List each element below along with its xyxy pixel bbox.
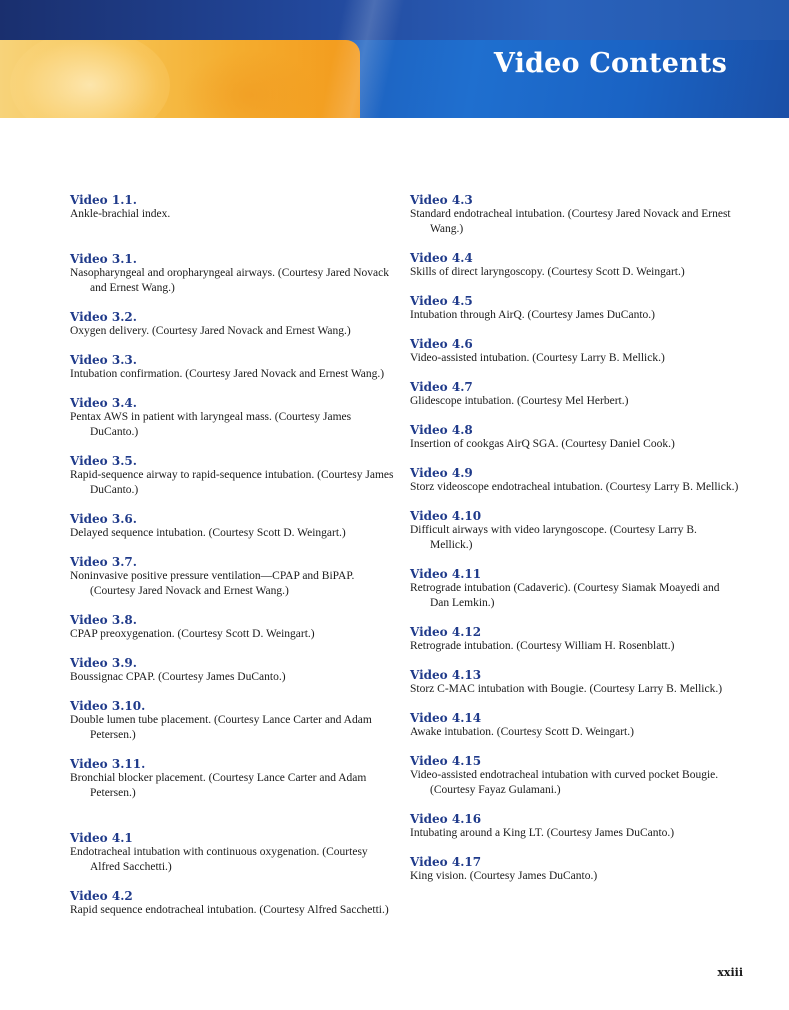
- video-description: Oxygen delivery. (Courtesy Jared Novack and Ernest Wang.): [70, 325, 351, 337]
- video-entry[interactable]: [410, 251, 740, 280]
- video-entry[interactable]: [410, 812, 740, 841]
- video-entry[interactable]: [410, 466, 740, 495]
- video-entry[interactable]: [410, 711, 740, 740]
- video-description: Awake intubation. (Courtesy Scott D. Weingart.): [410, 726, 634, 738]
- video-description: Intubating around a King LT. (Courtesy James DuCanto.): [410, 827, 675, 839]
- video-number: Video 3.4.: [70, 396, 137, 410]
- video-entry[interactable]: [70, 757, 395, 801]
- video-entry[interactable]: [410, 668, 740, 697]
- video-number: Video 4.9: [410, 466, 473, 480]
- video-entry[interactable]: [410, 423, 740, 452]
- video-entry[interactable]: [410, 193, 740, 237]
- video-entry[interactable]: [70, 396, 395, 440]
- video-number: Video 3.8.: [70, 613, 137, 627]
- video-number: Video 4.16: [410, 812, 482, 826]
- video-entry[interactable]: [70, 889, 395, 918]
- video-number: Video 4.11: [410, 567, 482, 581]
- video-number: Video 4.1: [70, 831, 133, 845]
- video-entry[interactable]: [70, 353, 395, 382]
- video-entry[interactable]: [410, 337, 740, 366]
- page-title: Video Contents: [493, 48, 727, 79]
- video-description: Intubation confirmation. (Courtesy Jared Novack and Ernest Wang.): [70, 368, 385, 380]
- video-description: Video-assisted intubation. (Courtesy Larry B. Mellick.): [410, 352, 665, 364]
- video-number: Video 3.9.: [70, 656, 137, 670]
- video-number: Video 4.8: [410, 423, 473, 437]
- video-number: Video 3.7.: [70, 555, 137, 569]
- video-entry[interactable]: [410, 855, 740, 884]
- video-entry[interactable]: [410, 380, 740, 409]
- video-entry[interactable]: [410, 294, 740, 323]
- video-description: Noninvasive positive pressure ventilation—CPAP and BiPAP. (Courtesy Jared Novack and Ernest Wang.): [70, 570, 355, 597]
- video-description: Glidescope intubation. (Courtesy Mel Herbert.): [410, 395, 629, 407]
- video-entry[interactable]: [410, 509, 740, 553]
- video-description: Double lumen tube placement. (Courtesy Lance Carter and Adam Petersen.): [70, 714, 372, 741]
- video-description: Storz videoscope endotracheal intubation. (Courtesy Larry B. Mellick.): [410, 481, 739, 493]
- video-description: King vision. (Courtesy James DuCanto.): [410, 870, 598, 882]
- video-number: Video 4.3: [410, 193, 473, 207]
- video-number: Video 4.13: [410, 668, 482, 682]
- video-description: Endotracheal intubation with continuous oxygenation. (Courtesy Alfred Sacchetti.): [70, 846, 368, 873]
- video-number: Video 4.15: [410, 754, 482, 768]
- video-description: Delayed sequence intubation. (Courtesy Scott D. Weingart.): [70, 527, 346, 539]
- video-entry[interactable]: [70, 613, 395, 642]
- video-entry[interactable]: [70, 656, 395, 685]
- video-number: Video 3.5.: [70, 454, 137, 468]
- video-entry[interactable]: [410, 625, 740, 654]
- video-number: Video 4.10: [410, 509, 482, 523]
- video-description: Skills of direct laryngoscopy. (Courtesy Scott D. Weingart.): [410, 266, 685, 278]
- video-entry[interactable]: [410, 567, 740, 611]
- video-number: Video 3.6.: [70, 512, 137, 526]
- video-description: Pentax AWS in patient with laryngeal mass. (Courtesy James DuCanto.): [70, 411, 352, 438]
- video-description: Ankle-brachial index.: [70, 208, 171, 220]
- video-number: Video 4.2: [70, 889, 133, 903]
- video-number: Video 3.10.: [70, 699, 146, 713]
- right-column: [410, 193, 740, 884]
- video-number: Video 4.17: [410, 855, 482, 869]
- video-number: Video 4.7: [410, 380, 473, 394]
- banner-orange-panel: [0, 40, 360, 130]
- video-number: Video 3.3.: [70, 353, 137, 367]
- video-number: Video 4.6: [410, 337, 473, 351]
- video-number: Video 1.1.: [70, 193, 137, 207]
- video-description: Storz C-MAC intubation with Bougie. (Courtesy Larry B. Mellick.): [410, 683, 723, 695]
- video-description: CPAP preoxygenation. (Courtesy Scott D. Weingart.): [70, 628, 315, 640]
- page-number: xxiii: [717, 966, 743, 979]
- video-description: Video-assisted endotracheal intubation with curved pocket Bougie. (Courtesy Fayaz Gulamani.): [410, 769, 719, 796]
- video-entry[interactable]: [70, 310, 395, 339]
- video-description: Difficult airways with video laryngoscope. (Courtesy Larry B. Mellick.): [410, 524, 697, 551]
- header-banner: [0, 0, 789, 130]
- video-description: Bronchial blocker placement. (Courtesy Lance Carter and Adam Petersen.): [70, 772, 367, 799]
- video-entry[interactable]: [70, 454, 395, 498]
- video-number: Video 4.14: [410, 711, 482, 725]
- video-description: Retrograde intubation. (Courtesy William H. Rosenblatt.): [410, 640, 675, 652]
- banner-bottom-edge: [0, 118, 789, 130]
- video-description: Standard endotracheal intubation. (Courtesy Jared Novack and Ernest Wang.): [410, 208, 731, 235]
- video-entry[interactable]: [70, 193, 395, 222]
- video-number: Video 3.1.: [70, 252, 137, 266]
- video-entry[interactable]: [70, 555, 395, 599]
- video-number: Video 3.11.: [70, 757, 146, 771]
- video-description: Nasopharyngeal and oropharyngeal airways. (Courtesy Jared Novack and Ernest Wang.): [70, 267, 390, 294]
- video-description: Retrograde intubation (Cadaveric). (Courtesy Siamak Moayedi and Dan Lemkin.): [410, 582, 720, 609]
- video-number: Video 4.12: [410, 625, 482, 639]
- video-number: Video 3.2.: [70, 310, 137, 324]
- video-entry[interactable]: [70, 831, 395, 875]
- video-entry[interactable]: [70, 512, 395, 541]
- video-description: Rapid-sequence airway to rapid-sequence intubation. (Courtesy James DuCanto.): [70, 469, 394, 496]
- video-description: Insertion of cookgas AirQ SGA. (Courtesy Daniel Cook.): [410, 438, 675, 450]
- video-entry[interactable]: [70, 252, 395, 296]
- video-number: Video 4.5: [410, 294, 473, 308]
- video-entry[interactable]: [70, 699, 395, 743]
- left-column: [70, 193, 395, 918]
- video-number: Video 4.4: [410, 251, 473, 265]
- video-description: Boussignac CPAP. (Courtesy James DuCanto.): [70, 671, 286, 683]
- video-description: Rapid sequence endotracheal intubation. (Courtesy Alfred Sacchetti.): [70, 904, 389, 916]
- video-description: Intubation through AirQ. (Courtesy James DuCanto.): [410, 309, 655, 321]
- video-entry[interactable]: [410, 754, 740, 798]
